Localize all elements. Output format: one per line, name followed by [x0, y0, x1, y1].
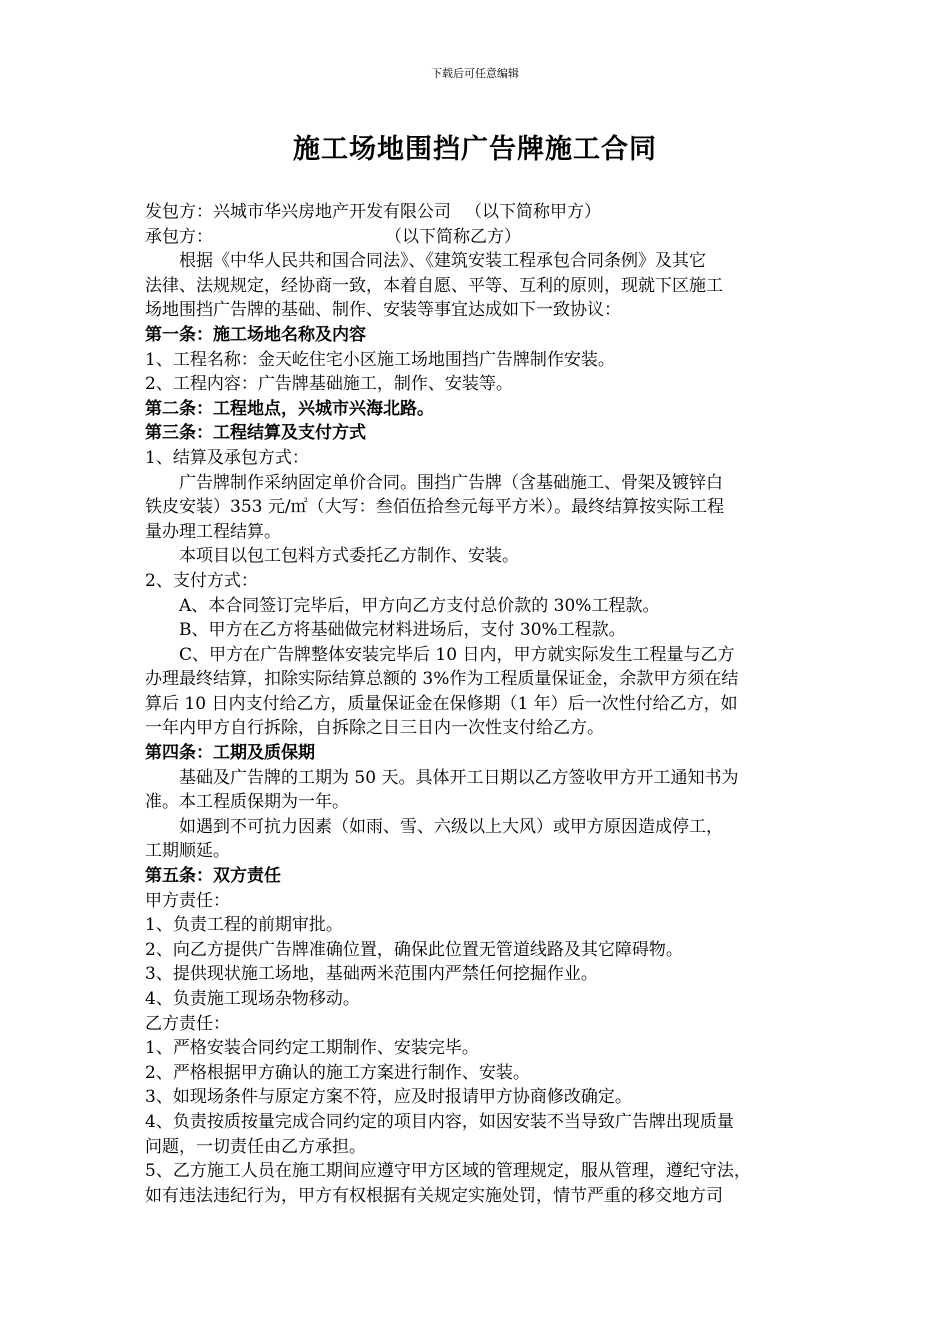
text-line: 1、严格安装合同约定工期制作、安装完毕。 [145, 1038, 479, 1059]
party-b-line [145, 225, 810, 250]
text-line: 一年内甲方自行拆除，自拆除之日三日内一次性支付给乙方。 [145, 718, 604, 739]
text-line: 1、结算及承包方式： [145, 447, 309, 468]
text-line: 办理最终结算，扣除实际结算总额的 3%作为工程质量保证金，余款甲方须在结 [145, 669, 739, 690]
text-line: 法律、法规规定，经协商一致，本着自愿、平等、互利的原则，现就下区施工 [145, 275, 723, 296]
party-b-note: （以下简称乙方） [385, 226, 521, 247]
text-line: 问题，一切责任由乙方承担。 [145, 1136, 366, 1157]
contract-body [145, 200, 810, 1208]
text-line: 2、严格根据甲方确认的施工方案进行制作、安装。 [145, 1062, 530, 1083]
party-a-line [145, 200, 810, 225]
party-a-note: （以下简称甲方） [465, 202, 601, 222]
text-line: 2、支付方式： [145, 570, 258, 591]
text-line: 准。本工程质保期为一年。 [145, 792, 349, 813]
text-line: 工期顺延。 [145, 841, 230, 862]
text-line: 1、工程名称：金天屹住宅小区施工场地围挡广告牌制作安装。 [145, 349, 615, 370]
text-line: B、甲方在乙方将基础做完材料进场后，支付 30%工程款。 [179, 620, 626, 641]
header-note: 下载后可任意编辑 [431, 67, 519, 80]
document-title: 施工场地围挡广告牌施工合同 [293, 134, 657, 165]
text-line: 量办理工程结算。 [145, 521, 281, 542]
text-line: 4、负责施工现场杂物移动。 [145, 989, 360, 1009]
text-line: 场地围挡广告牌的基础、制作、安装等事宜达成如下一致协议： [145, 300, 621, 321]
text-line: 如有违法违纪行为，甲方有权根据有关规定实施处罚，情节严重的移交地方司 [145, 1185, 723, 1206]
text-line: 3、如现场条件与原定方案不符，应及时报请甲方协商修改确定。 [145, 1087, 632, 1108]
text-line: 广告牌制作采纳固定单价合同。围挡广告牌（含基础施工、骨架及镀锌白 [179, 472, 723, 493]
text-line: 3、提供现状施工场地，基础两米范围内严禁任何挖掘作业。 [145, 964, 598, 985]
clause-heading: 第二条：工程地点，兴城市兴海北路。 [145, 398, 434, 419]
party-a-label: 发包方：兴城市华兴房地产开发有限公司 [145, 202, 451, 222]
text-line: 乙方责任： [145, 1013, 230, 1034]
party-b-label: 承包方： [145, 226, 213, 247]
clause-heading: 第三条：工程结算及支付方式 [145, 423, 366, 444]
text-line: 4、负责按质按量完成合同约定的项目内容，如因安装不当导致广告牌出现质量 [145, 1111, 734, 1132]
clause-heading: 第五条：双方责任 [145, 866, 281, 887]
text-line: 本项目以包工包料方式委托乙方制作、安装。 [179, 546, 519, 567]
text-line: 如遇到不可抗力因素（如雨、雪、六级以上大风）或甲方原因造成停工， [179, 816, 723, 837]
text-line: 根据《中华人民共和国合同法》、《建筑安装工程承包合同条例》及其它 [179, 251, 706, 272]
text-line: 2、向乙方提供广告牌准确位置，确保此位置无管道线路及其它障碍物。 [145, 939, 683, 960]
text-line: 基础及广告牌的工期为 50 天。具体开工日期以乙方签收甲方开工通知书为 [179, 767, 739, 788]
text-line: 2、工程内容：广告牌基础施工，制作、安装等。 [145, 374, 513, 395]
text-line: C、甲方在广告牌整体安装完毕后 10 日内，甲方就实际发生工程量与乙方 [179, 644, 735, 665]
text-line: A、本合同签订完毕后，甲方向乙方支付总价款的 30%工程款。 [179, 595, 660, 616]
text-line: 5、乙方施工人员在施工期间应遵守甲方区域的管理规定，服从管理，遵纪守法， [145, 1161, 751, 1182]
text-line: 铁皮安装）353 元/㎡（大写：叁佰伍拾叁元每平方米）。最终结算按实际工程 [145, 497, 725, 518]
text-line: 1、负责工程的前期审批。 [145, 915, 343, 936]
text-line: 甲方责任： [145, 890, 230, 911]
text-line: 算后 10 日内支付给乙方，质量保证金在保修期（1 年）后一次性付给乙方，如 [145, 693, 738, 714]
clause-heading: 第四条：工期及质保期 [145, 743, 315, 764]
clause-heading: 第一条：施工场地名称及内容 [145, 324, 366, 345]
contract-clauses [145, 249, 810, 1208]
